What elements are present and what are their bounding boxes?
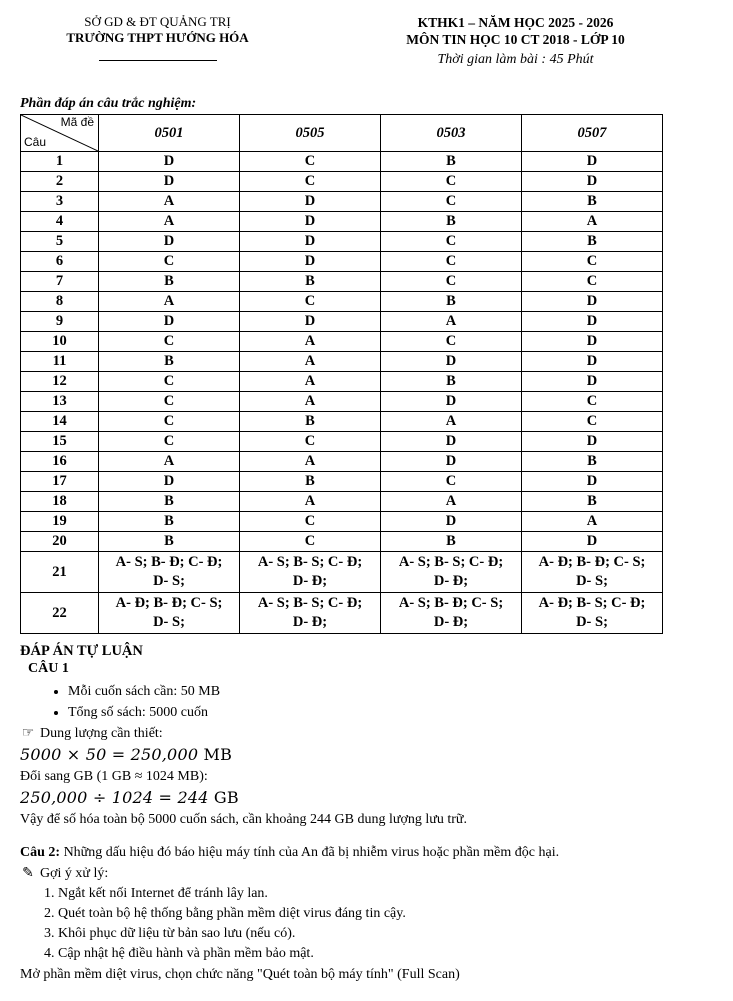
answer-cell: C <box>240 172 381 192</box>
question-number: 12 <box>21 372 99 392</box>
question-number: 7 <box>21 272 99 292</box>
answer-cell: A <box>381 412 522 432</box>
table-row <box>21 392 663 412</box>
list-item: • Mỗi cuốn sách cần: 50 MB <box>68 681 720 702</box>
question-number: 3 <box>21 192 99 212</box>
steps-list <box>20 884 720 964</box>
question-number: 4 <box>21 212 99 232</box>
answer-cell: C <box>381 332 522 352</box>
capacity-line <box>20 723 720 744</box>
question-number: 15 <box>21 432 99 452</box>
header-left <box>40 14 275 61</box>
exam-duration: Thời gian làm bài : 45 Phút <box>437 52 594 67</box>
list-item: • Tổng số sách: 5000 cuốn <box>68 702 720 723</box>
answer-cell: C <box>99 332 240 352</box>
answer-cell: A <box>381 492 522 512</box>
question-number: 5 <box>21 232 99 252</box>
department-name: SỞ GD & ĐT QUẢNG TRỊ <box>84 14 231 29</box>
answer-line: D- Đ; <box>292 614 328 630</box>
answer-cell: B <box>99 492 240 512</box>
answer-line: D- S; <box>153 614 185 630</box>
answer-line: D- S; <box>153 573 185 589</box>
answer-cell: A <box>522 512 663 532</box>
question-number: 6 <box>21 252 99 272</box>
table-row <box>21 212 663 232</box>
answer-cell: B <box>522 232 663 252</box>
calc-line-2 <box>20 787 720 809</box>
header-divider <box>99 60 217 61</box>
answer-cell: B <box>522 492 663 512</box>
answer-cell: B <box>381 292 522 312</box>
mc-section-title: Phần đáp án câu trắc nghiệm: <box>20 96 197 111</box>
answer-cell: D <box>99 172 240 192</box>
question-number: 18 <box>21 492 99 512</box>
list-item: 1. Ngắt kết nối Internet để tránh lây lan. <box>58 884 720 904</box>
answer-table <box>20 114 663 634</box>
answer-cell: B <box>99 532 240 552</box>
exam-code: 0503 <box>381 115 522 152</box>
answer-cell: D <box>522 372 663 392</box>
school-name: TRƯỜNG THPT HƯỚNG HÓA <box>66 30 249 45</box>
answer-line: A- Đ; B- S; C- Đ; <box>538 595 646 611</box>
question-number: 8 <box>21 292 99 312</box>
answer-cell: C <box>99 372 240 392</box>
corner-cell <box>21 115 99 152</box>
conclusion: Vậy để số hóa toàn bộ 5000 cuốn sách, cần khoảng 244 GB dung lượng lưu trữ. <box>20 812 467 827</box>
answer-line: A- Đ; B- Đ; C- S; <box>538 554 646 570</box>
answer-cell: B <box>381 212 522 232</box>
header-right <box>358 14 673 70</box>
question-number: 21 <box>21 552 99 593</box>
table-row <box>21 432 663 452</box>
hint-label: Gợi ý xử lý: <box>40 866 109 881</box>
convert-line: Đổi sang GB (1 GB ≈ 1024 MB): <box>20 769 208 784</box>
pointing-hand-icon: ☞ <box>21 726 35 741</box>
answer-cell: D <box>522 312 663 332</box>
answer-cell: D <box>522 152 663 172</box>
table-row <box>21 412 663 432</box>
answer-cell <box>240 593 381 634</box>
answer-cell: B <box>99 512 240 532</box>
answer-cell: C <box>240 512 381 532</box>
table-row <box>21 252 663 272</box>
answer-cell: D <box>240 252 381 272</box>
answer-cell: C <box>522 412 663 432</box>
answer-line: A- S; B- S; C- Đ; <box>398 554 504 570</box>
answer-cell: D <box>240 212 381 232</box>
answer-cell: D <box>381 432 522 452</box>
question-number: 16 <box>21 452 99 472</box>
answer-cell: D <box>99 232 240 252</box>
answer-cell: D <box>381 512 522 532</box>
corner-label-question: Câu <box>24 135 47 149</box>
answer-cell: C <box>240 432 381 452</box>
question-number: 20 <box>21 532 99 552</box>
table-row <box>21 593 663 634</box>
answer-cell: D <box>522 172 663 192</box>
answer-cell: C <box>381 192 522 212</box>
answer-cell <box>381 552 522 593</box>
table-row <box>21 272 663 292</box>
answer-cell: B <box>522 452 663 472</box>
list-item: 3. Khôi phục dữ liệu từ bản sao lưu (nếu có). <box>58 924 720 944</box>
capacity-label: Dung lượng cần thiết: <box>40 726 163 741</box>
table-row <box>21 532 663 552</box>
answer-cell: C <box>522 252 663 272</box>
question-number: 17 <box>21 472 99 492</box>
corner-label-code: Mã đề <box>60 115 94 129</box>
answer-cell: D <box>522 472 663 492</box>
table-row <box>21 332 663 352</box>
answer-cell: D <box>99 312 240 332</box>
answer-cell: C <box>522 272 663 292</box>
answer-cell: D <box>381 452 522 472</box>
answer-cell: D <box>99 152 240 172</box>
answer-cell <box>522 552 663 593</box>
table-row <box>21 512 663 532</box>
pencil-icon: ✎ <box>22 866 34 881</box>
answer-line: D- Đ; <box>433 573 469 589</box>
essay-title: ĐÁP ÁN TỰ LUẬN <box>20 643 143 659</box>
answer-cell: B <box>381 532 522 552</box>
question-2-text: Những dấu hiệu đó báo hiệu máy tính của An đã bị nhiễm virus hoặc phần mềm độc hại. <box>60 845 560 860</box>
answer-line: A- S; B- S; C- Đ; <box>257 554 363 570</box>
answer-cell: B <box>240 412 381 432</box>
answer-line: D- Đ; <box>433 614 469 630</box>
table-row <box>21 172 663 192</box>
answer-cell: A <box>240 452 381 472</box>
table-row <box>21 192 663 212</box>
answer-cell: B <box>240 472 381 492</box>
exam-code: 0507 <box>522 115 663 152</box>
answer-cell: A <box>240 392 381 412</box>
answer-cell: D <box>522 352 663 372</box>
calc-expression: 5000 × 50 = 250,000 <box>20 745 199 764</box>
answer-cell: A <box>240 332 381 352</box>
exam-code: 0505 <box>240 115 381 152</box>
answer-cell: A <box>99 292 240 312</box>
answer-cell: A <box>240 492 381 512</box>
answer-cell: B <box>381 152 522 172</box>
answer-cell: C <box>240 532 381 552</box>
answer-cell: D <box>240 312 381 332</box>
answer-cell: C <box>240 292 381 312</box>
answer-cell: C <box>381 172 522 192</box>
table-row <box>21 352 663 372</box>
given-list <box>20 681 720 723</box>
answer-line: A- S; B- Đ; C- Đ; <box>115 554 223 570</box>
list-item: 2. Quét toàn bộ hệ thống bằng phần mềm diệt virus đáng tin cậy. <box>58 904 720 924</box>
answer-line: D- S; <box>576 614 608 630</box>
calc-expression: 250,000 ÷ 1024 = 244 <box>20 788 209 807</box>
calc-unit: GB <box>213 788 239 807</box>
answer-cell: C <box>240 152 381 172</box>
table-row <box>21 152 663 172</box>
answer-cell: C <box>99 252 240 272</box>
answer-cell: A <box>381 312 522 332</box>
answer-cell: A <box>99 192 240 212</box>
answer-cell: B <box>522 192 663 212</box>
answer-line: A- S; B- S; C- Đ; <box>257 595 363 611</box>
calc-unit: MB <box>203 745 233 764</box>
answer-line: A- S; B- Đ; C- S; <box>398 595 504 611</box>
question-number: 22 <box>21 593 99 634</box>
question-2 <box>20 842 720 863</box>
exam-title: KTHK1 – NĂM HỌC 2025 - 2026 <box>417 15 614 30</box>
answer-cell: C <box>99 432 240 452</box>
answer-cell: D <box>522 332 663 352</box>
question-number: 13 <box>21 392 99 412</box>
table-row <box>21 552 663 593</box>
table-row <box>21 372 663 392</box>
question-2-label: Câu 2: <box>20 845 61 860</box>
answer-cell: B <box>381 372 522 392</box>
answer-cell: D <box>522 432 663 452</box>
answer-cell: A <box>99 452 240 472</box>
answer-cell <box>381 593 522 634</box>
answer-cell: B <box>240 272 381 292</box>
answer-cell: D <box>240 232 381 252</box>
answer-cell <box>240 552 381 593</box>
exam-code: 0501 <box>99 115 240 152</box>
answer-cell: A <box>240 372 381 392</box>
question-number: 9 <box>21 312 99 332</box>
answer-cell: A <box>522 212 663 232</box>
answer-cell: D <box>381 352 522 372</box>
question-number: 1 <box>21 152 99 172</box>
question-1-label: CÂU 1 <box>28 661 69 676</box>
answer-cell: C <box>381 472 522 492</box>
answer-cell: C <box>99 412 240 432</box>
question-number: 2 <box>21 172 99 192</box>
hint-line <box>20 863 720 884</box>
answer-cell: C <box>99 392 240 412</box>
answer-cell <box>99 593 240 634</box>
answer-cell: D <box>522 292 663 312</box>
table-row <box>21 472 663 492</box>
final-instruction: Mở phần mềm diệt virus, chọn chức năng "Quét toàn bộ máy tính" (Full Scan) <box>20 967 460 982</box>
subject-title: MÔN TIN HỌC 10 CT 2018 - LỚP 10 <box>406 32 625 47</box>
table-row <box>21 232 663 252</box>
answer-cell: D <box>240 192 381 212</box>
answer-cell: A <box>99 212 240 232</box>
question-number: 11 <box>21 352 99 372</box>
answer-cell <box>99 552 240 593</box>
answer-table-header <box>21 115 663 152</box>
answer-cell: C <box>381 272 522 292</box>
answer-line: D- Đ; <box>292 573 328 589</box>
table-row <box>21 312 663 332</box>
answer-cell: C <box>381 252 522 272</box>
question-number: 14 <box>21 412 99 432</box>
answer-cell: A <box>240 352 381 372</box>
calc-line-1 <box>20 744 720 766</box>
answer-line: D- S; <box>576 573 608 589</box>
answer-cell: D <box>522 532 663 552</box>
answer-cell: C <box>381 232 522 252</box>
list-item: 4. Cập nhật hệ điều hành và phần mềm bảo mật. <box>58 944 720 964</box>
table-row <box>21 452 663 472</box>
answer-cell: D <box>99 472 240 492</box>
answer-line: A- Đ; B- Đ; C- S; <box>115 595 223 611</box>
answer-cell: D <box>381 392 522 412</box>
essay-section <box>20 642 720 985</box>
answer-cell <box>522 593 663 634</box>
question-number: 10 <box>21 332 99 352</box>
question-number: 19 <box>21 512 99 532</box>
answer-cell: B <box>99 272 240 292</box>
answer-cell: B <box>99 352 240 372</box>
table-row <box>21 292 663 312</box>
answer-cell: C <box>522 392 663 412</box>
table-row <box>21 492 663 512</box>
